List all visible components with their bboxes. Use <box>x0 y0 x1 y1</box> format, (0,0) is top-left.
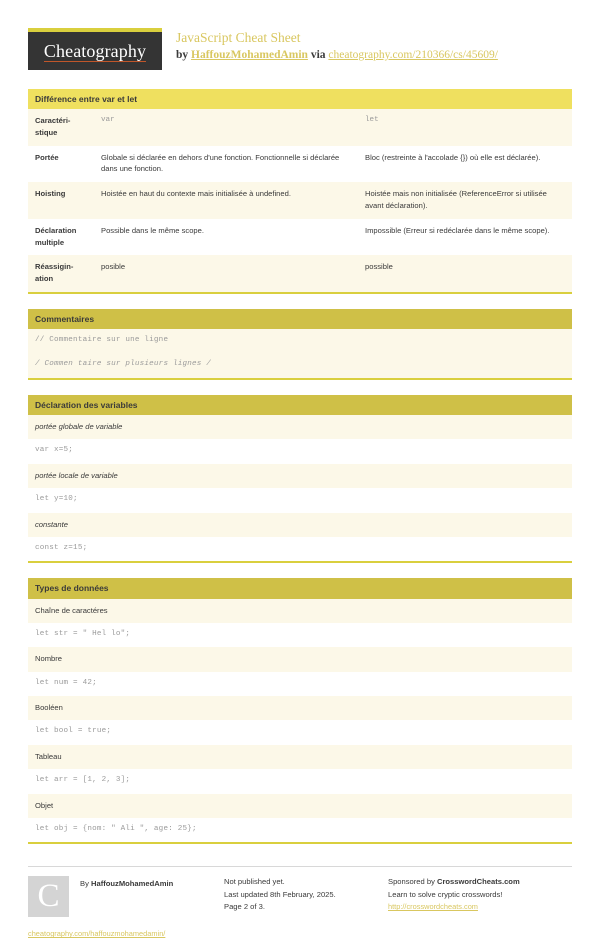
row-label: Portée <box>35 152 59 162</box>
avatar: C <box>28 876 69 917</box>
row-value-var: Hoistée en haut du contexte mais initialisée à undefined. <box>101 189 291 199</box>
footer-author-column <box>28 866 224 940</box>
row-value-var: var <box>101 116 115 125</box>
page-footer <box>28 866 572 940</box>
sponsor-line <box>388 876 572 889</box>
footer-by-label: By <box>80 879 91 889</box>
sponsor-name: CrosswordCheats.com <box>436 877 520 887</box>
code-line: const z=15; <box>28 537 572 561</box>
code-line: let obj = {nom: " Ali ", age: 25}; <box>28 818 572 842</box>
row-value-let: Bloc (restreinte à l'accolade {}) où elle est déclarée). <box>365 152 541 162</box>
row-label: Objet <box>28 794 572 818</box>
row-value-let: Impossible (Erreur si redéclarée dans le même scope). <box>365 225 550 235</box>
row-label: constante <box>28 513 572 537</box>
sponsor-prefix: Sponsored by <box>388 877 437 887</box>
sponsor-tagline: Learn to solve cryptic crosswords! <box>388 889 503 899</box>
logo-wordmark <box>44 42 146 61</box>
table-row <box>28 255 572 292</box>
row-label: Déclaration multiple <box>35 225 77 247</box>
code-line: // Commentaire sur une ligne <box>28 329 572 353</box>
table-row <box>28 182 572 219</box>
row-label: Nombre <box>28 647 572 671</box>
section-commentaires <box>28 309 572 380</box>
footer-author-name: HaffouzMohamedAmin <box>90 879 174 889</box>
row-value-let: let <box>365 116 379 125</box>
section-title-difference: Différence entre var et let <box>28 89 572 109</box>
section-difference-var-let <box>28 89 572 294</box>
row-label: Chaîne de caractéres <box>28 599 572 623</box>
table-row <box>28 219 572 256</box>
section-title-commentaires: Commentaires <box>28 309 572 329</box>
byline-by-label: by <box>176 48 192 61</box>
code-line: let bool = true; <box>28 720 572 744</box>
sponsor-link[interactable]: http://crosswordcheats.com <box>388 902 478 912</box>
publish-status: Not published yet. <box>224 877 285 887</box>
row-value-var: Possible dans le même scope. <box>101 225 204 235</box>
footer-sponsor-column <box>388 866 572 940</box>
section-title-declaration: Déclaration des variables <box>28 395 572 415</box>
byline-source-link[interactable]: cheatography.com/210366/cs/45609/ <box>328 48 498 61</box>
footer-publish-column <box>224 866 388 940</box>
footer-profile-link[interactable]: cheatography.com/haffouzmohamedamin/ <box>28 929 166 939</box>
table-row <box>28 109 572 146</box>
page-title: JavaScript Cheat Sheet <box>176 30 301 45</box>
last-updated: Last updated 8th February, 2025. <box>224 889 336 899</box>
code-line: let arr = [1, 2, 3]; <box>28 769 572 793</box>
cheatography-logo[interactable] <box>28 28 162 70</box>
section-declaration-variables <box>28 395 572 564</box>
row-value-var: posible <box>101 262 126 272</box>
row-value-var: Globale si déclarée en dehors d'une fonction. Fonctionnelle si déclarée dans une fonction. <box>101 152 340 174</box>
section-title-types: Types de données <box>28 578 572 598</box>
section-types-donnees <box>28 578 572 844</box>
row-value-let: Hoistée mais non initialisée (ReferenceError si utilisée avant déclaration). <box>365 189 547 211</box>
table-row <box>28 146 572 183</box>
byline-author-link[interactable]: HaffouzMohamedAmin <box>191 48 308 61</box>
code-line: let y=10; <box>28 488 572 512</box>
byline-via-label: via <box>307 48 329 61</box>
footer-author-line <box>80 878 173 891</box>
code-line: / Commen taire sur plusieurs lignes / <box>28 353 572 377</box>
logo-wordmark-text: Cheatography <box>43 40 147 61</box>
code-line: var x=5; <box>28 439 572 463</box>
row-label: Caractéri-stique <box>35 116 71 137</box>
code-line: let str = " Hel lo"; <box>28 623 572 647</box>
byline <box>176 48 498 63</box>
row-label: portée globale de variable <box>28 415 572 439</box>
title-block <box>176 28 498 63</box>
row-label: Booléen <box>28 696 572 720</box>
row-label: Réassigin-ation <box>35 262 74 284</box>
row-label: Hoisting <box>35 189 66 199</box>
page-header <box>28 0 572 74</box>
code-line: let num = 42; <box>28 672 572 696</box>
row-label: Tableau <box>28 745 572 769</box>
row-label: portée locale de variable <box>28 464 572 488</box>
page-info: Page 2 of 3. <box>224 902 265 912</box>
row-value-let: possible <box>365 262 393 272</box>
